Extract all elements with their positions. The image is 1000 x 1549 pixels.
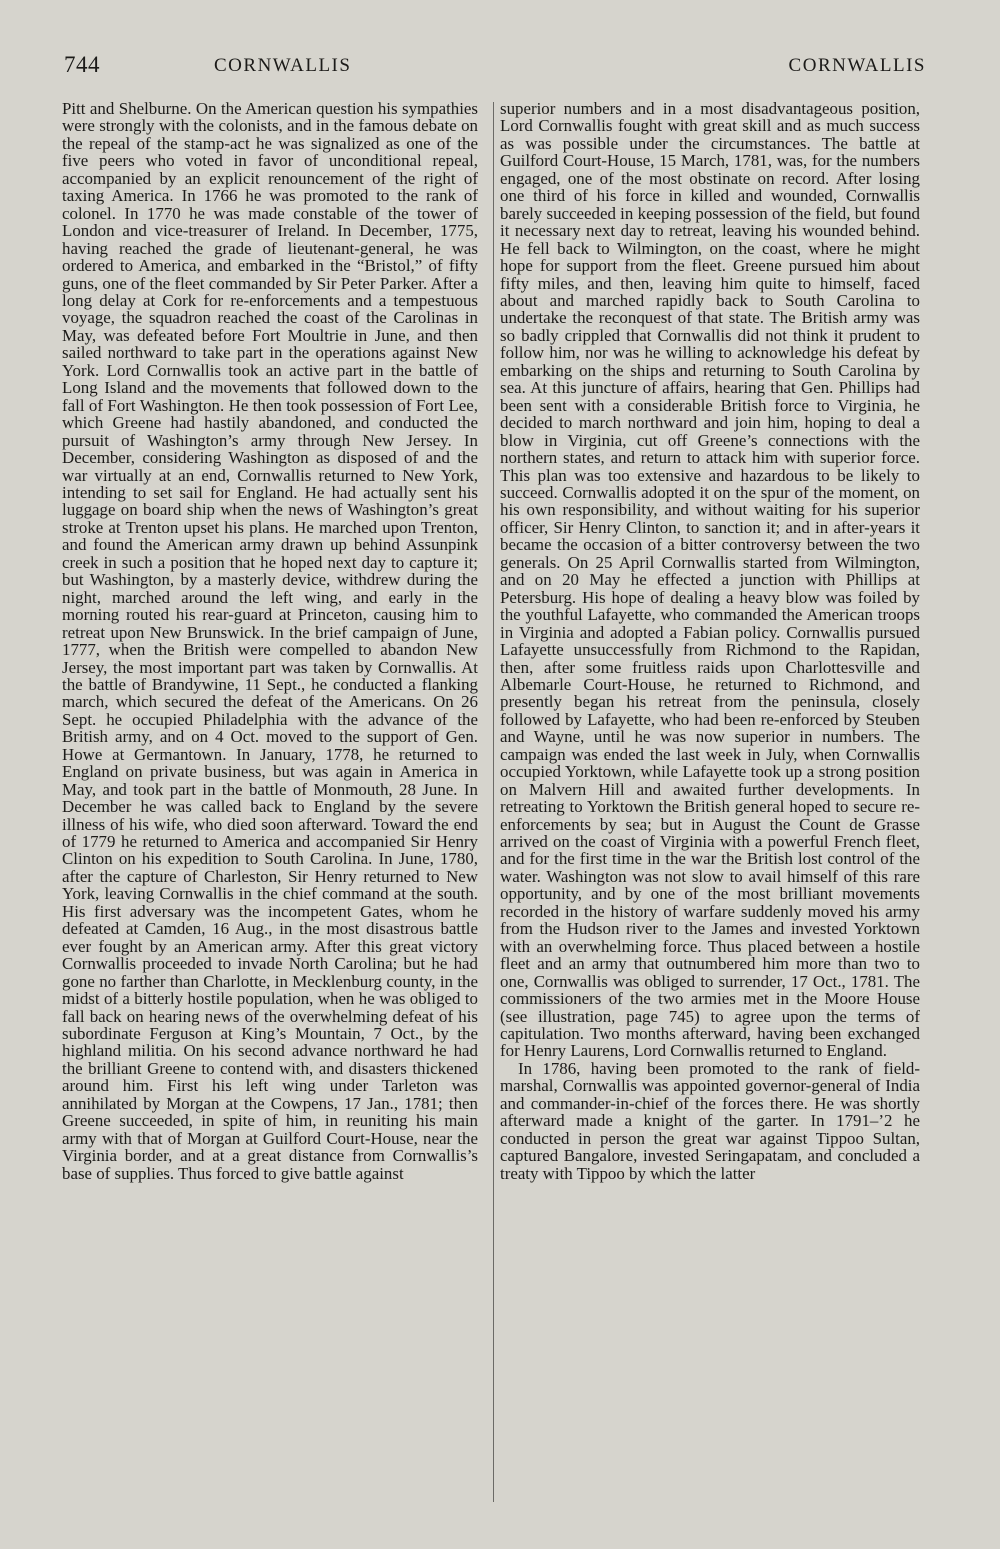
right-paragraph: superior numbers and in a most disadvantageous position, Lord Cornwallis fought with great skill and as much success as was possible under the circumstances. The battle at Guilford Court-House, 15 March, 1781, was, for the numbers engaged, one of the most obstinate on record. After losing one third of his force in killed and wounded, Cornwallis barely succeeded in keeping possession of the field, but found it necessary next day to retreat, leaving his wounded behind. He fell back to Wilmington, on the coast, where he might hope for support from the fleet. Greene pursued him about fifty miles, and then, leaving him quite to himself, faced about and marched rapidly back to South Carolina to undertake the reconquest of that state. The British army was so badly crippled that Cornwallis did not think it prudent to follow him, nor was he willing to acknowledge his defeat by embarking on the ships and returning to South Carolina by sea. At this juncture of affairs, hearing that Gen. Phillips had been sent with a considerable British force to Virginia, he decided to march northward and join him, hoping to deal a blow in Virginia, cut off Greene’s connections with the northern states, and return to attack him with superior force. This plan was too extensive and hazardous to be likely to succeed. Cornwallis adopted it on the spur of the moment, on his own responsibility, and without waiting for his superior officer, Sir Henry Clinton, to sanction it; and in after-years it became the occasion of a bitter controversy between the two generals. On 25 April Cornwallis started from Wilmington, and on 20 May he effected a junction with Phillips at Petersburg. His hope of dealing a heavy blow was foiled by the youthful Lafayette, who commanded the American troops in Virginia and adopted a Fabian policy. Cornwallis pursued Lafayette unsuccessfully from Richmond to the Rapidan, then, after some fruitless raids upon Charlottesville and Albemarle Court-House, he returned to Richmond, and presently began his retreat from the peninsula, closely followed by Lafayette, who had been re-enforced by Steuben and Wayne, until he was now superior in numbers. The campaign was ended the last week in July, when Cornwallis occupied Yorktown, while Lafayette took up a strong position on Malvern Hill and awaited further developments. In retreating to Yorktown the British general hoped to secure re-enforcements by sea; but in August the Count de Grasse arrived on the coast of Virginia with a powerful French fleet, and for the first time in the war the British lost control of the water. Washington was not slow to avail himself of this rare opportunity, and by one of the most brilliant movements recorded in the history of warfare suddenly moved his army from the Hudson river to the James and invested Yorktown with an overwhelming force. Thus placed between a hostile fleet and an army that outnumbered him more than two to one, Cornwallis was obliged to surrender, 17 Oct., 1781. The commissioners of the two armies met in the Moore House (see illustration, page 745) to agree upon the terms of capitulation. Two months afterward, having been exchanged for Henry Laurens, Lord Cornwallis returned to England. [500,99,920,1061]
left-paragraph: Pitt and Shelburne. On the American question his sympathies were strongly with the colonists, and in the famous debate on the repeal of the stamp-act he was signalized as one of the five peers who voted in favor of unconditional repeal, accompanied by an explicit renouncement of the right of taxing America. In 1766 he was promoted to the rank of colonel. In 1770 he was made constable of the tower of London and vice-treasurer of Ireland. In December, 1775, having reached the grade of lieutenant-general, he was ordered to America, and embarked in the “Bristol,” of fifty guns, one of the fleet commanded by Sir Peter Parker. After a long delay at Cork for re-enforcements and a tempestuous voyage, the squadron reached the coast of the Carolinas in May, was defeated before Fort Moultrie in June, and then sailed northward to take part in the operations against New York. Lord Cornwallis took an active part in the battle of Long Island and the movements that followed down to the fall of Fort Washington. He then took possession of Fort Lee, which Greene had hastily abandoned, and conducted the pursuit of Washington’s army through New Jersey. In December, considering Washington as disposed of and the war virtually at an end, Cornwallis returned to New York, intending to set sail for England. He had actually sent his luggage on board ship when the news of Washington’s great stroke at Trenton upset his plans. He marched upon Trenton, and found the American army drawn up behind Assunpink creek in such a position that he hoped next day to capture it; but Washington, by a masterly device, withdrew during the night, marched around the left wing, and early in the morning routed his rear-guard at Princeton, causing him to retreat upon New Brunswick. In the brief campaign of June, 1777, when the British were compelled to abandon New Jersey, the most important part was taken by Cornwallis. At the battle of Brandywine, 11 Sept., he conducted a flanking march, which secured the defeat of the Americans. On 26 Sept. he occupied Philadelphia with the advance of the British army, and on 4 Oct. moved to the support of Gen. Howe at Germantown. In January, 1778, he returned to England on private business, but was again in America in May, and took part in the battle of Monmouth, 28 June. In December he was called back to England by the severe illness of his wife, who died soon afterward. Toward the end of 1779 he returned to America and accompanied Sir Henry Clinton on his expedition to South Carolina. In June, 1780, after the capture of Charleston, Sir Henry returned to New York, leaving Cornwallis in the chief command at the south. His first adversary was the incompetent Gates, whom he defeated at Camden, 16 Aug., in the most disastrous battle ever fought by an American army. After this great victory Cornwallis proceeded to invade North Carolina; but he had gone no farther than Charlotte, in Mecklenburg county, in the midst of a bitterly hostile population, when he was obliged to fall back on hearing news of the overwhelming defeat of his subordinate Ferguson at King’s Mountain, 7 Oct., by the highland militia. On his second advance northward he had the brilliant Greene to contend with, and disasters thickened around him. First his left wing under Tarleton was annihilated by Morgan at the Cowpens, 17 Jan., 1781; then Greene succeeded, in spite of him, in reuniting his main army with that of Morgan at Guilford Court-House, near the Virginia border, and at a great distance from Cornwallis’s base of supplies. Thus forced to give battle against [62,99,478,1183]
running-head-left: CORNWALLIS [214,55,352,76]
right-paragraph: In 1786, having been promoted to the rank of field-marshal, Cornwallis was appointed governor-general of India and commander-in-chief of the forces there. He was shortly afterward made a knight of the garter. In 1791–’2 he conducted in person the great war against Tippoo Sultan, captured Bangalore, invested Seringapatam, and concluded a treaty with Tippoo by which the latter [500,1058,920,1183]
left-column [62,100,478,1182]
page-header [62,52,926,84]
running-head-right: CORNWALLIS [788,55,926,76]
right-column [500,100,920,1182]
text-columns [62,100,920,1182]
column-divider [493,102,494,1502]
page-number: 744 [64,52,100,77]
